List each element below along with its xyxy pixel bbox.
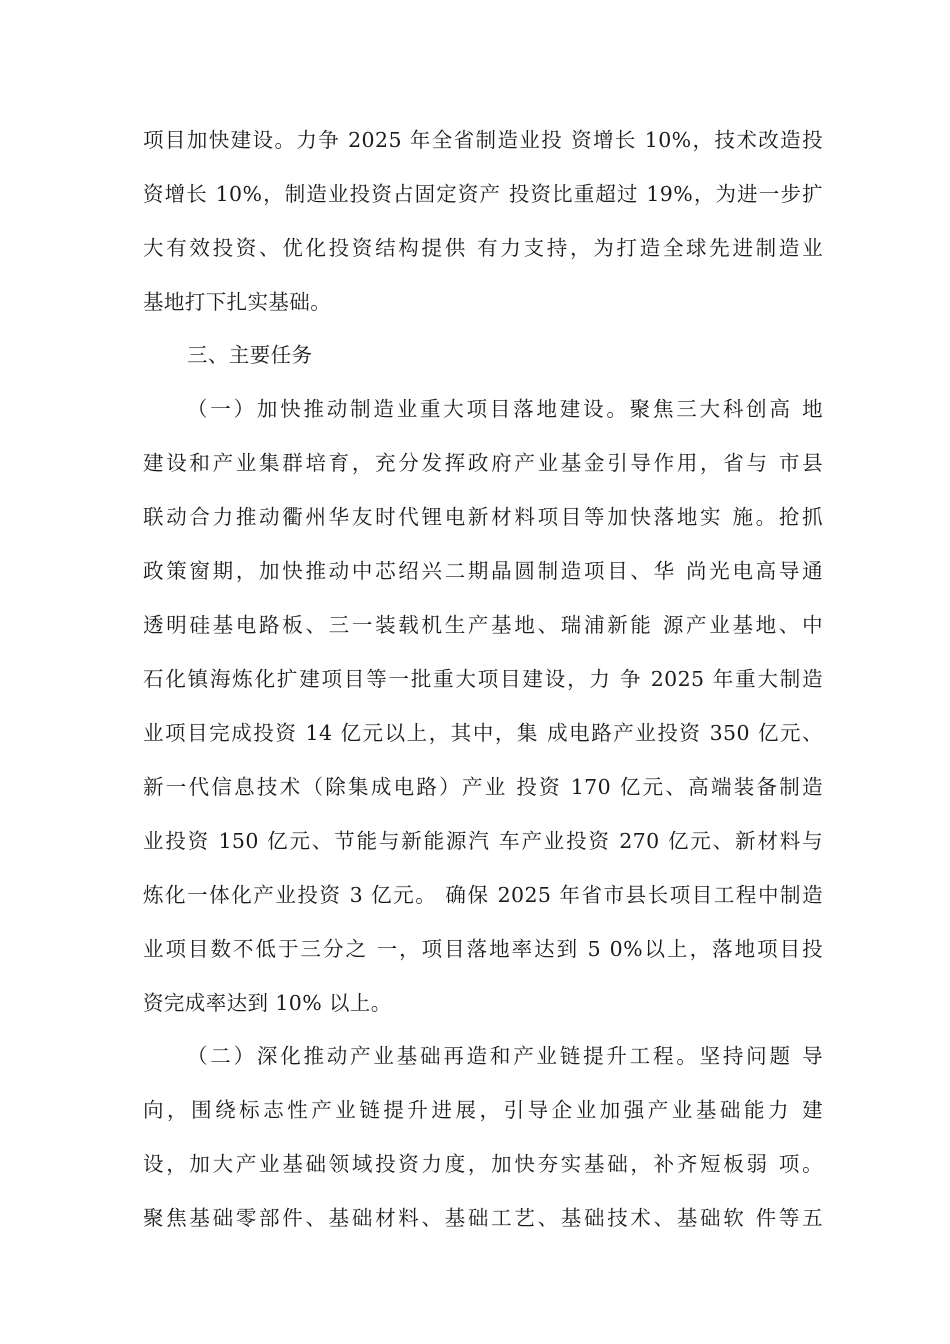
text-line: 项目加快建设。力争 2025 年全省制造业投 资增长 10%，技术改造投: [143, 128, 823, 152]
text-line: 政策窗期，加快推动中芯绍兴二期晶圆制造项目、华 尚光电高导通: [143, 559, 823, 583]
text-line: 向，围绕标志性产业链提升进展，引导企业加强产业基础能力 建: [143, 1098, 823, 1122]
text-line: 大有效投资、优化投资结构提供 有力支持，为打造全球先进制造业: [143, 236, 823, 260]
text-line: 业项目数不低于三分之 一，项目落地率达到 5 0%以上，落地项目投: [143, 937, 823, 961]
text-line: 石化镇海炼化扩建项目等一批重大项目建设，力 争 2025 年重大制造: [143, 667, 823, 691]
text-line: 聚焦基础零部件、基础材料、基础工艺、基础技术、基础软 件等五: [143, 1206, 823, 1230]
text-line: 资完成率达到 10% 以上。: [143, 991, 392, 1015]
text-line: 基地打下扎实基础。: [143, 290, 332, 314]
text-line: 业项目完成投资 14 亿元以上，其中，集 成电路产业投资 350 亿元、: [143, 721, 823, 745]
text-line: 透明硅基电路板、三一装载机生产基地、瑞浦新能 源产业基地、中: [143, 613, 823, 637]
text-line: （一）加快推动制造业重大项目落地建设。聚焦三大科创高 地: [187, 397, 823, 421]
text-line: 新一代信息技术（除集成电路）产业 投资 170 亿元、高端装备制造: [143, 775, 823, 799]
text-line: 建设和产业集群培育，充分发挥政府产业基金引导作用，省与 市县: [143, 451, 823, 475]
text-line: 联动合力推动衢州华友时代锂电新材料项目等加快落地实 施。抢抓: [143, 505, 823, 529]
text-line: （二）深化推动产业基础再造和产业链提升工程。坚持问题 导: [187, 1044, 823, 1068]
text-line: 设，加大产业基础领域投资力度，加快夯实基础，补齐短板弱 项。: [143, 1152, 823, 1176]
text-line: 资增长 10%，制造业投资占固定资产 投资比重超过 19%，为进一步扩: [143, 182, 823, 206]
text-line: 业投资 150 亿元、节能与新能源汽 车产业投资 270 亿元、新材料与: [143, 829, 823, 853]
text-line: 炼化一体化产业投资 3 亿元。 确保 2025 年省市县长项目工程中制造: [143, 883, 823, 907]
section-heading: 三、主要任务: [187, 343, 313, 367]
